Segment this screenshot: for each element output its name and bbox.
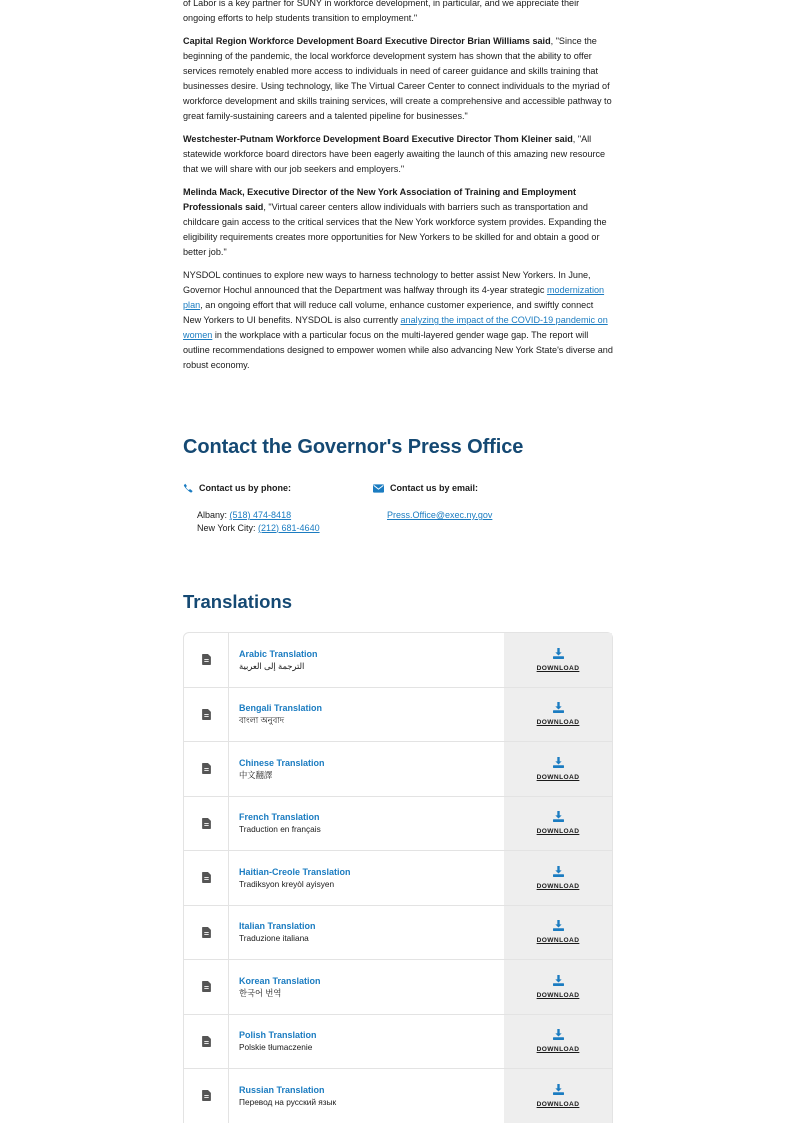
file-icon bbox=[184, 688, 229, 742]
nyc-label: New York City: bbox=[197, 522, 259, 533]
translation-row bbox=[183, 1014, 613, 1069]
albany-label: Albany: bbox=[197, 510, 230, 520]
paragraph-text: in the workplace with a particular focus on the multi-layered gender wage gap. The report will outline recommendations designed to empower women while also advancing New York State's diverse and robust economy. bbox=[183, 330, 613, 370]
translation-row bbox=[183, 850, 613, 905]
download-icon bbox=[553, 648, 564, 659]
translation-row bbox=[183, 741, 613, 796]
download-label: DOWNLOAD bbox=[536, 1100, 580, 1108]
file-icon bbox=[184, 633, 229, 687]
file-icon bbox=[184, 797, 229, 851]
paragraph-text: NYSDOL continues to explore new ways to harness technology to better assist New Yorkers. In June, Governor Hochul announced that the Department was halfway through its 4-year strategic bbox=[183, 270, 591, 295]
download-label: DOWNLOAD bbox=[536, 828, 580, 836]
download-label: DOWNLOAD bbox=[536, 1046, 580, 1054]
translation-link[interactable]: Arabic Translation bbox=[239, 648, 318, 659]
quote-text: , "Virtual career centers allow individuals with barriers such as transportation and childcare gain access to the critical services that the New York workforce system provides. Expanding the eligibility requirements creates more opportunities for New Yorkers to be skilled for and obtain a good or better job." bbox=[183, 202, 607, 257]
download-label: DOWNLOAD bbox=[536, 991, 580, 999]
translations-table bbox=[183, 632, 613, 1123]
translation-native-name: Перевод на русский язык bbox=[239, 1096, 337, 1107]
translation-info bbox=[229, 797, 504, 851]
translation-row bbox=[183, 1068, 613, 1123]
download-button[interactable] bbox=[504, 1069, 612, 1123]
download-button[interactable] bbox=[504, 851, 612, 905]
download-button[interactable] bbox=[504, 797, 612, 851]
translation-link[interactable]: Polish Translation bbox=[239, 1030, 317, 1041]
quote-text: , "All statewide workforce board directors have been eagerly awaiting the launch of this amazing new resource that we will share with our job seekers and employers." bbox=[183, 134, 606, 174]
quote-text: , "Since the beginning of the pandemic, the local workforce development system has shown that the ability to offer services remotely enabled more access to individuals in need of career guidance and skills training that businesses desire. Using technology, like The Virtual Career Center to connect individuals to the myriad of workforce development and skills training services, will create a comprehensive and accessible pathway to great family-sustaining careers and a talented pipeline for businesses." bbox=[183, 36, 612, 121]
download-icon bbox=[553, 920, 564, 931]
quote-speaker: Westchester-Putnam Workforce Development Board Executive Director Thom Kleiner said bbox=[183, 134, 573, 144]
translation-native-name: الترجمة إلى العربية bbox=[239, 660, 305, 671]
translation-row bbox=[183, 796, 613, 851]
translation-link[interactable]: Haitian-Creole Translation bbox=[239, 866, 351, 877]
download-label: DOWNLOAD bbox=[536, 773, 580, 781]
file-icon bbox=[184, 960, 229, 1014]
quote-paragraph bbox=[183, 185, 613, 260]
translation-native-name: Tradiksyon kreyòl ayisyen bbox=[239, 878, 335, 889]
phone-icon bbox=[183, 483, 193, 493]
download-icon bbox=[553, 975, 564, 986]
nyc-phone-link[interactable]: (212) 681-4640 bbox=[258, 522, 320, 533]
download-icon bbox=[553, 702, 564, 713]
download-label: DOWNLOAD bbox=[536, 882, 580, 890]
download-label: DOWNLOAD bbox=[536, 937, 580, 945]
file-icon bbox=[184, 1069, 229, 1123]
translation-info bbox=[229, 742, 504, 796]
download-icon bbox=[553, 811, 564, 822]
contact-phone-header bbox=[183, 483, 320, 493]
translation-row bbox=[183, 632, 613, 687]
download-button[interactable] bbox=[504, 1015, 612, 1069]
file-icon bbox=[184, 851, 229, 905]
contact-phone-list bbox=[183, 509, 320, 534]
translation-info bbox=[229, 1069, 504, 1123]
translation-info bbox=[229, 1015, 504, 1069]
download-button[interactable] bbox=[504, 960, 612, 1014]
modernization-plan-link[interactable]: modernization plan bbox=[183, 285, 605, 310]
download-icon bbox=[553, 1029, 564, 1040]
quote-speaker: Melinda Mack, Executive Director of the New York Association of Training and Employment Professionals said bbox=[183, 187, 576, 212]
albany-phone-link[interactable]: (518) 474-8418 bbox=[229, 510, 292, 520]
translation-native-name: Traduction en français bbox=[239, 824, 321, 835]
translation-info bbox=[229, 688, 504, 742]
covid-women-impact-link[interactable]: analyzing the impact of the COVID-19 pandemic on women bbox=[183, 315, 608, 340]
contact-email-header bbox=[373, 483, 492, 493]
paragraph bbox=[183, 268, 613, 373]
contact-email-list bbox=[373, 509, 492, 522]
download-button[interactable] bbox=[504, 742, 612, 796]
contact-phone-label: Contact us by phone: bbox=[199, 483, 291, 493]
download-button[interactable] bbox=[504, 906, 612, 960]
envelope-icon bbox=[373, 484, 384, 493]
translation-row bbox=[183, 905, 613, 960]
albany-phone-row bbox=[197, 509, 320, 522]
quote-paragraph bbox=[183, 132, 613, 177]
translation-link[interactable]: Italian Translation bbox=[239, 921, 316, 932]
download-icon bbox=[553, 757, 564, 768]
download-label: DOWNLOAD bbox=[536, 664, 580, 672]
quote-speaker: Capital Region Workforce Development Board Executive Director Brian Williams said bbox=[183, 36, 551, 46]
nyc-phone-row bbox=[197, 522, 320, 535]
press-office-email-link[interactable]: Press.Office@exec.ny.gov bbox=[387, 510, 493, 520]
file-icon bbox=[184, 906, 229, 960]
quote-paragraph bbox=[183, 34, 613, 124]
download-button[interactable] bbox=[504, 688, 612, 742]
file-icon bbox=[184, 742, 229, 796]
contact-phone-section bbox=[183, 483, 320, 534]
translation-link[interactable]: French Translation bbox=[239, 812, 320, 823]
translations-title: Translations bbox=[183, 591, 292, 612]
paragraph-text: of Labor is a key partner for SUNY in workforce development, in particular, and we appreciate their ongoing efforts to help students transition to employment." bbox=[183, 0, 580, 23]
translation-info bbox=[229, 906, 504, 960]
translation-link[interactable]: Russian Translation bbox=[239, 1084, 325, 1095]
translation-info bbox=[229, 633, 504, 687]
download-icon bbox=[553, 1084, 564, 1095]
translation-native-name: Traduzione italiana bbox=[239, 933, 309, 944]
article-body bbox=[183, 0, 613, 381]
contact-title: Contact the Governor's Press Office bbox=[183, 436, 524, 458]
download-label: DOWNLOAD bbox=[536, 719, 580, 727]
translation-native-name: Polskie tłumaczenie bbox=[239, 1042, 313, 1053]
translation-native-name: বাংলা অনুবাদ bbox=[239, 715, 285, 726]
translation-row bbox=[183, 687, 613, 742]
download-icon bbox=[553, 866, 564, 877]
paragraph-text: , an ongoing effort that will reduce call volume, enhance customer experience, and swiftly connect New Yorkers to UI benefits. NYSDOL is also currently bbox=[183, 300, 594, 325]
translation-info bbox=[229, 960, 504, 1014]
translation-link[interactable]: Korean Translation bbox=[239, 975, 321, 986]
translation-row bbox=[183, 959, 613, 1014]
download-button[interactable] bbox=[504, 633, 612, 687]
file-icon bbox=[184, 1015, 229, 1069]
contact-email-section bbox=[373, 483, 492, 522]
translation-link[interactable]: Bengali Translation bbox=[239, 703, 323, 714]
translation-native-name: 한국어 번역 bbox=[239, 987, 282, 998]
translation-link[interactable]: Chinese Translation bbox=[239, 757, 325, 768]
translation-native-name: 中文翻譯 bbox=[239, 769, 273, 780]
contact-email-label: Contact us by email: bbox=[390, 483, 479, 493]
paragraph bbox=[183, 0, 613, 26]
translation-info bbox=[229, 851, 504, 905]
